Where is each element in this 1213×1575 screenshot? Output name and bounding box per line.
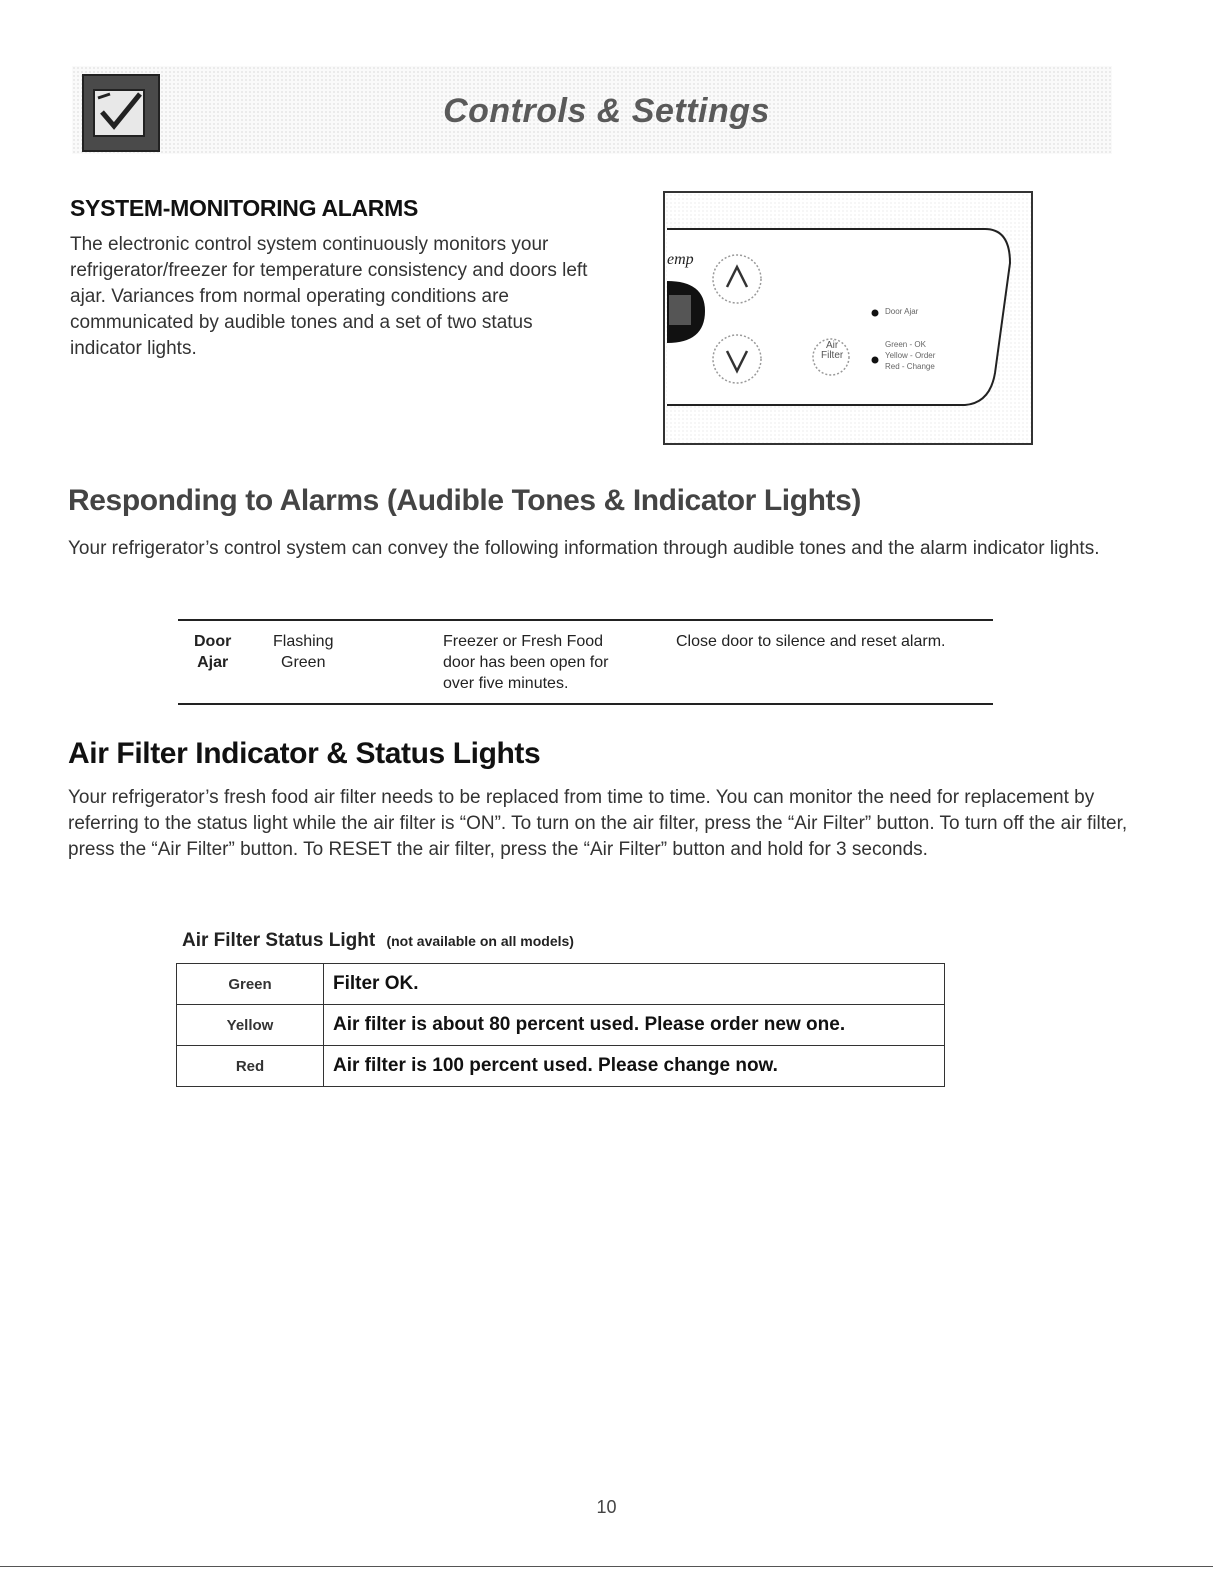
alarm-condition-line1: Door — [194, 633, 232, 650]
status-description-cell: Air filter is 100 percent used. Please change now. — [324, 1046, 945, 1087]
alarm-cause-line1: Freezer or Fresh Food — [443, 633, 604, 650]
air-filter-label-line1: Air — [826, 340, 839, 351]
page-title: Controls & Settings — [443, 92, 770, 130]
alarm-cause — [443, 631, 653, 694]
filter-table-title: Air Filter Status Light — [182, 930, 376, 951]
filter-status-legend — [885, 339, 935, 372]
status-light-cell: Red — [177, 1046, 324, 1087]
legend-red: Red - Change — [885, 362, 935, 371]
alarm-light — [273, 631, 333, 673]
filter-table-note: (not available on all models) — [386, 933, 574, 949]
legend-green: Green - OK — [885, 340, 926, 349]
air-filter-label-line2: Filter — [821, 350, 844, 361]
section-title-system-monitoring: SYSTEM-MONITORING ALARMS — [70, 195, 419, 221]
section-title-air-filter: Air Filter Indicator & Status Lights — [68, 737, 541, 770]
alarm-cause-line2: door has been open for — [443, 654, 609, 671]
section-body-air-filter: Your refrigerator’s fresh food air filter needs to be replaced from time to time. You can monitor the need for replacement by referring to the status light while the air filter is “ON”. To turn on the air filter, press the “Air Filter” button. To turn off the air filter, press the “Air Filter” button. To RESET the air filter, press the “Air Filter” button and hold for 3 seconds. — [68, 787, 1128, 860]
air-filter-button[interactable] — [821, 341, 843, 361]
bottom-rule — [0, 1566, 1213, 1567]
section-body-system-monitoring: The electronic control system continuously monitors your refrigerator/freezer for temperature consistency and doors left ajar. Variances from normal operating conditions are communicated by audible tones and a set of two status indicator lights. — [70, 234, 588, 359]
alarm-cause-line3: over five minutes. — [443, 675, 569, 692]
page-number: 10 — [596, 1497, 617, 1517]
status-light-cell: Green — [177, 964, 324, 1005]
alarm-condition — [194, 631, 231, 673]
filter-status-table — [176, 963, 945, 1087]
alarm-light-line1: Flashing — [273, 633, 334, 650]
legend-yellow: Yellow - Order — [885, 351, 936, 360]
door-ajar-label: Door Ajar — [885, 307, 919, 316]
alarm-light-line2: Green — [281, 654, 326, 671]
section-title-responding: Responding to Alarms (Audible Tones & Indicator Lights) — [68, 484, 862, 517]
alarm-condition-line2: Ajar — [197, 654, 229, 671]
table-row — [177, 964, 945, 1005]
temp-label: emp — [667, 251, 694, 268]
status-description-cell: Filter OK. — [324, 964, 945, 1005]
status-light-cell: Yellow — [177, 1005, 324, 1046]
section-body-responding: Your refrigerator’s control system can convey the following information through audible tones and the alarm indicator lights. — [68, 538, 1100, 559]
filter-table-caption — [182, 930, 574, 952]
control-panel-illustration — [663, 191, 1033, 445]
alarm-action: Close door to silence and reset alarm. — [676, 633, 946, 650]
table-row — [177, 1005, 945, 1046]
status-description-cell: Air filter is about 80 percent used. Please order new one. — [324, 1005, 945, 1046]
table-row — [177, 1046, 945, 1087]
alarm-table — [178, 619, 993, 705]
